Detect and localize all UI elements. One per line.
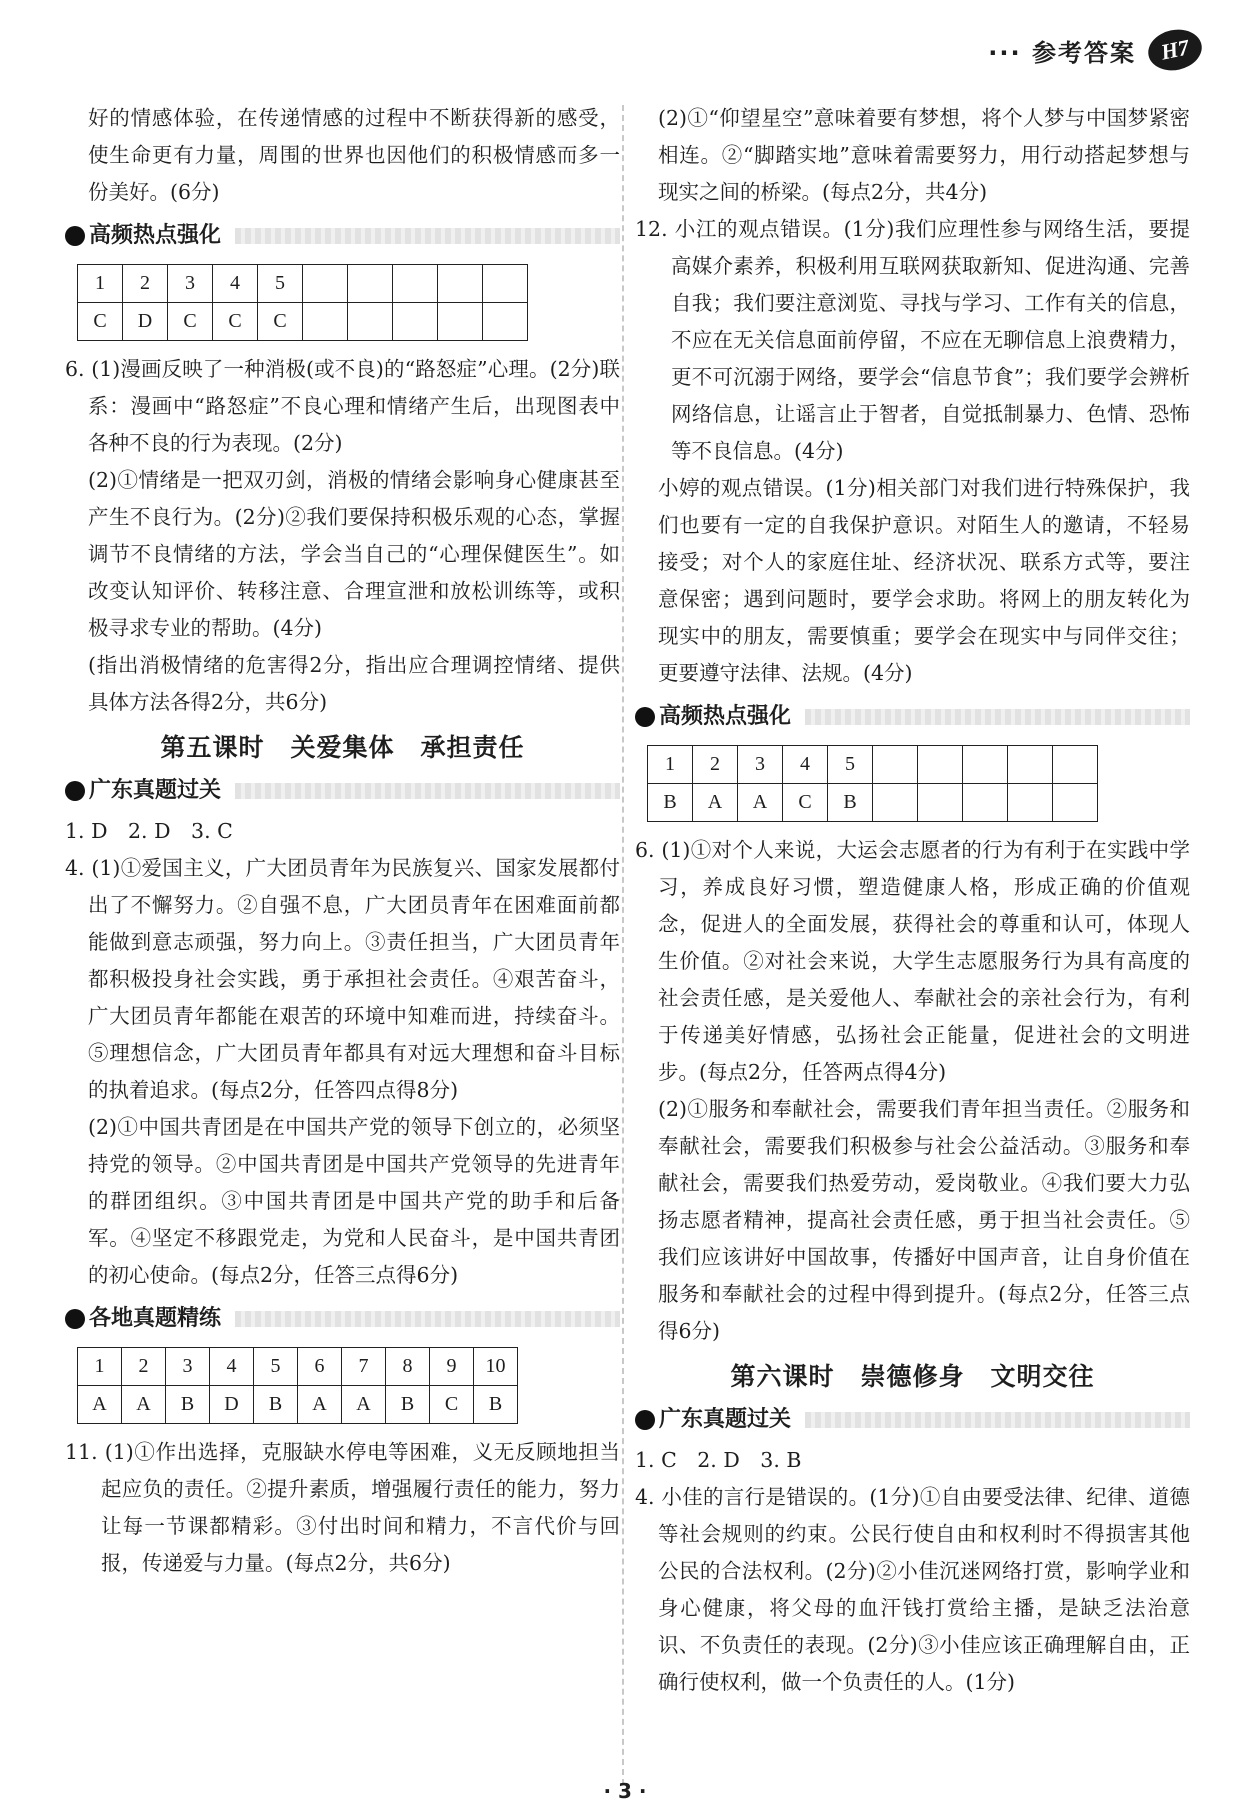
table-cell: 4	[210, 1348, 254, 1386]
table-cell	[483, 303, 528, 341]
question-6-part-2: (2)①情绪是一把双刃剑，消极的情绪会影响身心健康甚至产生不良行为。(2分)②我们要保持积极乐观的心态，掌握调节不良情绪的方法，学会当自己的“心理保健医生”。如改变认知评价、转移注意、合理宣泄和放松训练等，或积极寻求专业的帮助。(4分)	[88, 468, 620, 640]
table-cell	[1053, 746, 1098, 784]
table-cell: 1	[78, 1348, 122, 1386]
table-cell: 5	[258, 265, 303, 303]
bullet-icon	[635, 1410, 655, 1430]
table-row-numbers	[78, 265, 528, 303]
question-4-part-2: (2)①中国共青团是在中国共产党的领导下创立的，必须坚持党的领导。②中国共青团是中国共产党领导的先进青年的群团组织。③中国共青团是中国共产党的助手和后备军。④坚定不移跟党走，为党和人民奋斗，是中国共青团的初心使命。(每点2分，任答三点得6分)	[88, 1115, 620, 1287]
lesson-6-title: 第六课时 崇德修身 文明交往	[730, 1362, 1095, 1391]
section-header-guangdong-2	[635, 1401, 1190, 1438]
section-title: 高频热点强化	[659, 704, 792, 729]
table-cell	[1053, 784, 1098, 822]
question-12-part-1: 12. 小江的观点错误。(1分)我们应理性参与网络生活，要提高媒介素养，积极利用互联网获取新知、促进沟通、完善自我；我们要注意浏览、寻找与学习、工作有关的信息，不应在无关信息面前停留，不应在无聊信息上浪费精力，更不可沉溺于网络，要学会“信息节食”；我们要学会辨析网络信息，让谣言止于智者，自觉抵制暴力、色情、恐怖等不良信息。(4分)	[635, 217, 1190, 463]
table-cell: C	[783, 784, 828, 822]
table-cell: A	[693, 784, 738, 822]
table-cell	[393, 265, 438, 303]
table-cell	[483, 265, 528, 303]
table-cell	[348, 303, 393, 341]
table-cell: 2	[123, 265, 168, 303]
bullet-icon	[65, 781, 85, 801]
table-cell: B	[166, 1386, 210, 1424]
right-column	[635, 100, 1190, 1701]
table-cell	[438, 303, 483, 341]
table-cell: A	[78, 1386, 122, 1424]
table-cell	[918, 746, 963, 784]
table-cell: 9	[430, 1348, 474, 1386]
table-cell: C	[258, 303, 303, 341]
table-cell: 5	[254, 1348, 298, 1386]
table-cell	[873, 784, 918, 822]
section-title: 广东真题过关	[89, 778, 222, 803]
section-title: 广东真题过关	[659, 1407, 792, 1432]
question-11-part-1: 11. (1)①作出选择，克服缺水停电等困难，义无反顾地担当起应负的责任。②提升素质，增强履行责任的能力，努力让每一节课都精彩。③付出时间和精力，不言代价与回报，传递爱与力量。(每点2分，共6分)	[65, 1440, 620, 1575]
table-cell: B	[386, 1386, 430, 1424]
section-bar	[805, 1412, 1190, 1428]
section-bar	[235, 783, 620, 799]
table-cell: A	[298, 1386, 342, 1424]
table-cell: 2	[693, 746, 738, 784]
table-cell: A	[342, 1386, 386, 1424]
table-cell: B	[254, 1386, 298, 1424]
table-cell	[348, 265, 393, 303]
page-header	[988, 30, 1202, 70]
section-title: 高频热点强化	[89, 223, 222, 248]
question-4-part-1: 4. (1)①爱国主义，广大团员青年为民族复兴、国家发展都付出了不懈努力。②自强不息，广大团员青年在困难面前都能做到意志顽强，努力向上。③责任担当，广大团员青年都积极投身社会实践，勇于承担社会责任。④艰苦奋斗，广大团员青年都能在艰苦的环境中知难而进，持续奋斗。⑤理想信念，广大团员青年都具有对远大理想和奋斗目标的执着追求。(每点2分，任答四点得8分)	[65, 856, 620, 1102]
answer-table-hotspot-2	[647, 745, 1098, 822]
table-cell: A	[122, 1386, 166, 1424]
table-cell: 3	[166, 1348, 210, 1386]
section-header-hotspot	[65, 217, 620, 254]
section-title: 各地真题精练	[89, 1306, 222, 1331]
left-column	[65, 100, 620, 1582]
table-cell: 10	[474, 1348, 518, 1386]
choice-answers: 1. D 2. D 3. C	[65, 819, 233, 843]
table-cell	[963, 784, 1008, 822]
question-12-part-2: 小婷的观点错误。(1分)相关部门对我们进行特殊保护，我们也要有一定的自我保护意识。对陌生人的邀请，不轻易接受；对个人的家庭住址、经济状况、联系方式等，要注意保密；遇到问题时，要学会求助。将网上的朋友转化为现实中的朋友，需要慎重；要学会在现实中与同伴交往；更要遵守法律、法规。(4分)	[658, 476, 1190, 685]
page-number: · 3 ·	[603, 1779, 647, 1803]
table-cell: D	[210, 1386, 254, 1424]
table-cell: 3	[168, 265, 213, 303]
table-row-numbers	[648, 746, 1098, 784]
table-cell: B	[828, 784, 873, 822]
table-cell	[303, 265, 348, 303]
table-cell: C	[213, 303, 258, 341]
table-cell: C	[168, 303, 213, 341]
table-cell	[873, 746, 918, 784]
section-header-guangdong	[65, 772, 620, 809]
table-cell: 5	[828, 746, 873, 784]
table-cell	[1008, 784, 1053, 822]
intro-paragraph: 好的情感体验，在传递情感的过程中不断获得新的感受，使生命更有力量，周围的世界也因他们的积极情感而多一份美好。(6分)	[88, 106, 620, 204]
question-6-part-1: 6. (1)漫画反映了一种消极(或不良)的“路怒症”心理。(2分)联系：漫画中“路怒症”不良心理和情绪产生后，出现图表中各种不良的行为表现。(2分)	[65, 357, 620, 455]
choice-answers-right: 1. C 2. D 3. B	[635, 1448, 802, 1472]
question-6-part-1-right: 6. (1)①对个人来说，大运会志愿者的行为有利于在实践中学习，养成良好习惯，塑造健康人格，形成正确的价值观念，促进人的全面发展，获得社会的尊重和认可，体现人生价值。②对社会来说，大学生志愿服务行为具有高度的社会责任感，是关爱他人、奉献社会的亲社会行为，有利于传递美好情感，弘扬社会正能量，促进社会的文明进步。(每点2分，任答两点得4分)	[635, 838, 1190, 1084]
question-11-part-2: (2)①“仰望星空”意味着要有梦想，将个人梦与中国梦紧密相连。②“脚踏实地”意味着需要努力，用行动搭起梦想与现实之间的桥梁。(每点2分，共4分)	[658, 106, 1190, 204]
table-cell: B	[648, 784, 693, 822]
answer-table-hotspot	[77, 264, 528, 341]
table-cell	[918, 784, 963, 822]
table-cell: D	[123, 303, 168, 341]
publisher-logo-icon: H7	[1144, 25, 1205, 75]
question-6-scoring: (指出消极情绪的危害得2分，指出应合理调控情绪、提供具体方法各得2分，共6分)	[88, 653, 620, 714]
table-cell: 8	[386, 1348, 430, 1386]
section-header-hotspot-2	[635, 698, 1190, 735]
lesson-5-title: 第五课时 关爱集体 承担责任	[160, 733, 525, 762]
table-row-answers	[78, 303, 528, 341]
section-bar	[805, 709, 1190, 725]
table-cell	[963, 746, 1008, 784]
section-bar	[235, 1311, 620, 1327]
answer-table-regional	[77, 1347, 518, 1424]
bullet-icon	[65, 226, 85, 246]
table-cell: 4	[783, 746, 828, 784]
table-cell	[1008, 746, 1053, 784]
table-cell: 4	[213, 265, 258, 303]
table-cell: 6	[298, 1348, 342, 1386]
table-cell: B	[474, 1386, 518, 1424]
table-cell	[393, 303, 438, 341]
column-divider	[622, 105, 624, 1785]
table-row-answers	[648, 784, 1098, 822]
table-row-numbers	[78, 1348, 518, 1386]
table-cell	[303, 303, 348, 341]
table-cell: C	[78, 303, 123, 341]
table-cell: C	[430, 1386, 474, 1424]
table-cell: 1	[78, 265, 123, 303]
table-cell: 7	[342, 1348, 386, 1386]
bullet-icon	[65, 1309, 85, 1329]
table-cell	[438, 265, 483, 303]
question-4-right: 4. 小佳的言行是错误的。(1分)①自由要受法律、纪律、道德等社会规则的约束。公民行使自由和权利时不得损害其他公民的合法权利。(2分)②小佳沉迷网络打赏，影响学业和身心健康，将父母的血汗钱打赏给主播，是缺乏法治意识、不负责任的表现。(2分)③小佳应该正确理解自由，正确行使权利，做一个负责任的人。(1分)	[635, 1485, 1190, 1694]
table-cell: 2	[122, 1348, 166, 1386]
table-cell: 3	[738, 746, 783, 784]
table-cell: 1	[648, 746, 693, 784]
question-6-part-2-right: (2)①服务和奉献社会，需要我们青年担当责任。②服务和奉献社会，需要我们积极参与社会公益活动。③服务和奉献社会，需要我们热爱劳动，爱岗敬业。④我们要大力弘扬志愿者精神，提高社会责任感，勇于担当社会责任。⑤我们应该讲好中国故事，传播好中国声音，让自身价值在服务和奉献社会的过程中得到提升。(每点2分，任答三点得6分)	[658, 1097, 1190, 1343]
section-header-regional	[65, 1300, 620, 1337]
table-row-answers	[78, 1386, 518, 1424]
bullet-icon	[635, 707, 655, 727]
section-bar	[235, 228, 620, 244]
table-cell: A	[738, 784, 783, 822]
header-title: ··· 参考答案	[988, 38, 1136, 67]
